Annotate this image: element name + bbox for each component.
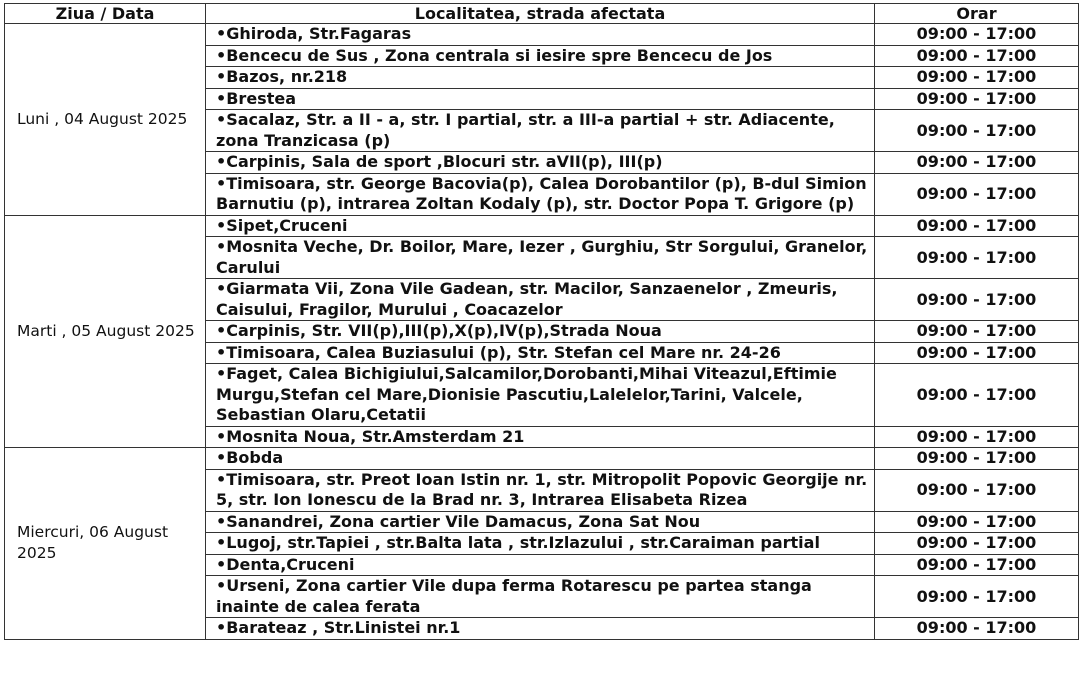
time-cell: 09:00 - 17:00 (875, 469, 1079, 511)
time-cell: 09:00 - 17:00 (875, 110, 1079, 152)
time-cell: 09:00 - 17:00 (875, 237, 1079, 279)
day-date-cell: Miercuri, 06 August 2025 (5, 448, 206, 640)
header-row (5, 4, 1079, 24)
table-row (5, 24, 1079, 46)
location-cell: •Bazos, nr.218 (206, 67, 875, 89)
location-cell: •Faget, Calea Bichigiului,Salcamilor,Dorobanti,Mihai Viteazul,Eftimie Murgu,Stefan cel Mare,Dionisie Pascutiu,Lalelelor,Tarini, Valcele, Sebastian Olaru,Cetatii (206, 364, 875, 427)
time-cell: 09:00 - 17:00 (875, 88, 1079, 110)
header-day: Ziua / Data (5, 4, 206, 24)
location-cell: •Urseni, Zona cartier Vile dupa ferma Rotarescu pe partea stanga inainte de calea ferata (206, 576, 875, 618)
location-cell: •Carpinis, Str. VII(p),III(p),X(p),IV(p),Strada Noua (206, 321, 875, 343)
outage-schedule-table (4, 3, 1079, 640)
time-cell: 09:00 - 17:00 (875, 152, 1079, 174)
table-row (5, 215, 1079, 237)
time-cell: 09:00 - 17:00 (875, 426, 1079, 448)
time-cell: 09:00 - 17:00 (875, 24, 1079, 46)
location-cell: •Giarmata Vii, Zona Vile Gadean, str. Macilor, Sanzaenelor , Zmeuris, Caisului, Fragilor, Murului , Coacazelor (206, 279, 875, 321)
location-cell: •Brestea (206, 88, 875, 110)
location-cell: •Bencecu de Sus , Zona centrala si iesire spre Bencecu de Jos (206, 45, 875, 67)
location-cell: •Mosnita Noua, Str.Amsterdam 21 (206, 426, 875, 448)
time-cell: 09:00 - 17:00 (875, 67, 1079, 89)
location-cell: •Timisoara, Calea Buziasului (p), Str. Stefan cel Mare nr. 24-26 (206, 342, 875, 364)
time-cell: 09:00 - 17:00 (875, 511, 1079, 533)
location-cell: •Sipet,Cruceni (206, 215, 875, 237)
time-cell: 09:00 - 17:00 (875, 576, 1079, 618)
location-cell: •Sanandrei, Zona cartier Vile Damacus, Zona Sat Nou (206, 511, 875, 533)
time-cell: 09:00 - 17:00 (875, 173, 1079, 215)
table-row (5, 448, 1079, 470)
location-cell: •Bobda (206, 448, 875, 470)
time-cell: 09:00 - 17:00 (875, 533, 1079, 555)
day-date-cell: Luni , 04 August 2025 (5, 24, 206, 216)
time-cell: 09:00 - 17:00 (875, 554, 1079, 576)
schedule-body (5, 24, 1079, 640)
location-cell: •Denta,Cruceni (206, 554, 875, 576)
location-cell: •Timisoara, str. Preot Ioan Istin nr. 1, str. Mitropolit Popovic Georgije nr. 5, str. Ion Ionescu de la Brad nr. 3, Intrarea Elisabeta Rizea (206, 469, 875, 511)
time-cell: 09:00 - 17:00 (875, 342, 1079, 364)
time-cell: 09:00 - 17:00 (875, 364, 1079, 427)
day-date-cell: Marti , 05 August 2025 (5, 215, 206, 448)
location-cell: •Lugoj, str.Tapiei , str.Balta lata , str.Izlazului , str.Caraiman partial (206, 533, 875, 555)
location-cell: •Timisoara, str. George Bacovia(p), Calea Dorobantilor (p), B-dul Simion Barnutiu (p), intrarea Zoltan Kodaly (p), str. Doctor Popa T. Grigore (p) (206, 173, 875, 215)
time-cell: 09:00 - 17:00 (875, 618, 1079, 640)
time-cell: 09:00 - 17:00 (875, 321, 1079, 343)
time-cell: 09:00 - 17:00 (875, 448, 1079, 470)
time-cell: 09:00 - 17:00 (875, 215, 1079, 237)
header-location: Localitatea, strada afectata (206, 4, 875, 24)
time-cell: 09:00 - 17:00 (875, 279, 1079, 321)
location-cell: •Ghiroda, Str.Fagaras (206, 24, 875, 46)
time-cell: 09:00 - 17:00 (875, 45, 1079, 67)
location-cell: •Mosnita Veche, Dr. Boilor, Mare, Iezer , Gurghiu, Str Sorgului, Granelor, Carului (206, 237, 875, 279)
location-cell: •Barateaz , Str.Linistei nr.1 (206, 618, 875, 640)
location-cell: •Sacalaz, Str. a II - a, str. I partial, str. a III-a partial + str. Adiacente, zona Tranzicasa (p) (206, 110, 875, 152)
header-time: Orar (875, 4, 1079, 24)
location-cell: •Carpinis, Sala de sport ,Blocuri str. aVII(p), III(p) (206, 152, 875, 174)
